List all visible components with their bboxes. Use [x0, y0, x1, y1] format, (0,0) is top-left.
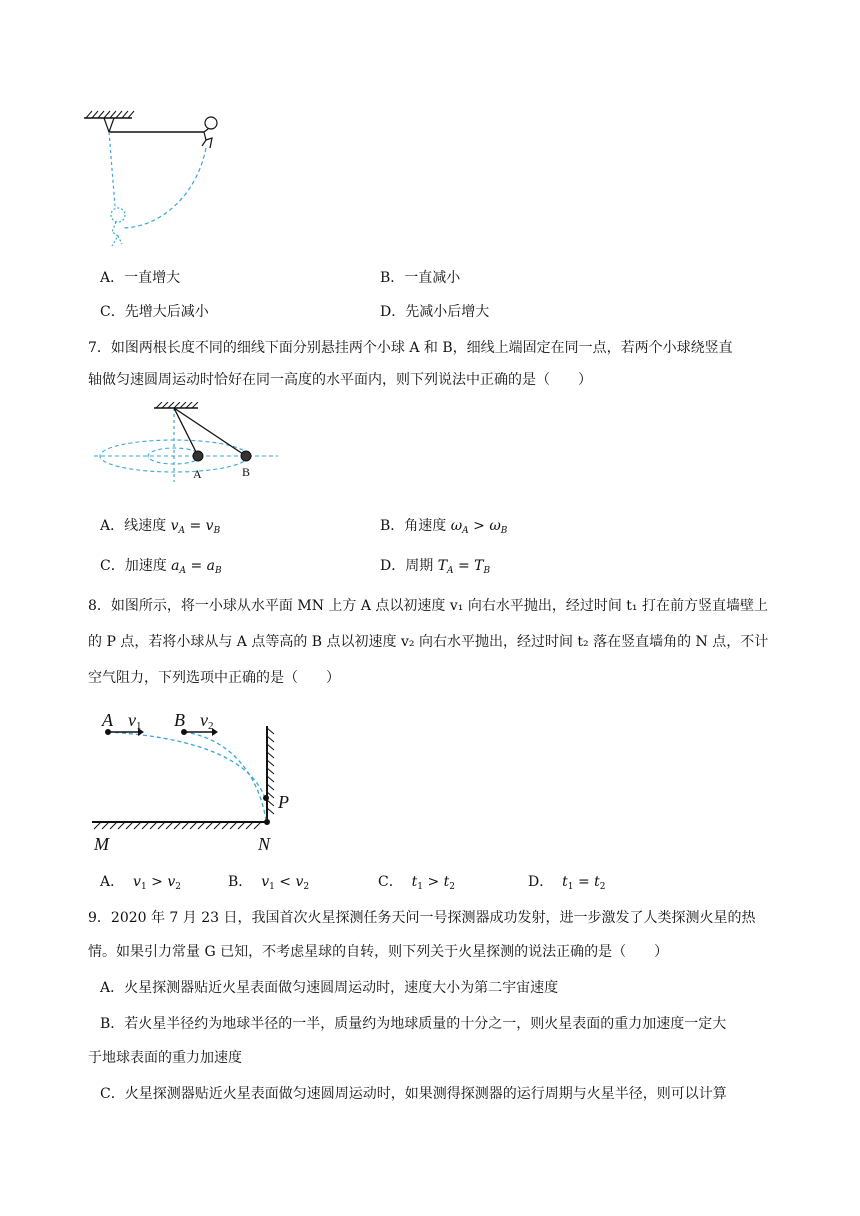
q6-option-d: D．先减小后增大 — [380, 304, 490, 320]
q8-figure — [88, 702, 308, 862]
q8-label-v2: v2 — [200, 710, 214, 732]
q9-option-a: A．火星探测器贴近火星表面做匀速圆周运动时，速度大小为第二宇宙速度 — [100, 980, 559, 996]
q7-option-d: D．周期 $T_A = T_B$ — [380, 558, 491, 576]
q7-option-a: A．线速度 $v_A = v_B$ — [100, 518, 221, 536]
q9-stem-line-2: 情。如果引力常量 G 已知，不考虑星球的自转，则下列关于火星探测的说法正确的是（ ） — [88, 944, 669, 960]
q7-label-b: B — [242, 465, 251, 479]
q7-option-c: C．加速度 $a_A = a_B$ — [100, 558, 222, 576]
q7-figure — [92, 402, 282, 482]
q6-option-c: C．先增大后减小 — [100, 304, 209, 320]
q8-label-v1: v1 — [128, 710, 142, 732]
q8-label-a: A — [102, 710, 113, 730]
q8-option-c: C． $t_1 > t_2$ — [378, 874, 456, 892]
q6-option-a: A．一直增大 — [100, 270, 181, 286]
q9-option-c-line-1: C．火星探测器贴近火星表面做匀速圆周运动时，如果测得探测器的运行周期与火星半径，则可以计算 — [100, 1086, 727, 1102]
q8-option-d: D． $t_1 = t_2$ — [528, 874, 606, 892]
q8-label-m: M — [94, 834, 109, 854]
q9-stem-line-1: 9．2020 年 7 月 23 日，我国首次火星探测任务天问一号探测器成功发射，进一步激发了人类探测火星的热 — [88, 910, 756, 926]
q8-stem-line-2: 的 P 点，若将小球从与 A 点等高的 B 点以初速度 v₂ 向右水平抛出，经过时间 t₂ 落在竖直墙角的 N 点，不计 — [88, 634, 769, 650]
q8-stem-line-3: 空气阻力，下列选项中正确的是（ ） — [88, 670, 340, 686]
q7-stem-line-2: 轴做匀速圆周运动时恰好在同一高度的水平面内，则下列说法中正确的是（ ） — [88, 372, 592, 388]
q8-option-b: B． $v_1 < v_2$ — [228, 874, 310, 892]
q6-option-b: B．一直减小 — [380, 270, 461, 286]
q7-stem-line-1: 7．如图两根长度不同的细线下面分别悬挂两个小球 A 和 B，细线上端固定在同一点，若两个小球绕竖直 — [88, 340, 733, 356]
q9-option-b-line-1: B．若火星半径约为地球半径的一半，质量约为地球质量的十分之一，则火星表面的重力加速度一定大 — [100, 1016, 727, 1032]
q8-label-b: B — [174, 710, 185, 730]
q6-figure — [78, 108, 238, 258]
q9-option-b-line-2: 于地球表面的重力加速度 — [88, 1050, 242, 1066]
q8-stem-line-1: 8．如图所示，将一小球从水平面 MN 上方 A 点以初速度 v₁ 向右水平抛出，经过时间 t₁ 打在前方竖直墙壁上 — [88, 598, 768, 614]
q7-label-a: A — [193, 467, 202, 481]
q8-option-a: A． $v_1 > v_2$ — [100, 874, 181, 892]
q8-label-n: N — [258, 834, 271, 854]
q7-option-b: B．角速度 $\omega_A > \omega_B$ — [380, 518, 508, 536]
q8-label-p: P — [278, 792, 289, 812]
